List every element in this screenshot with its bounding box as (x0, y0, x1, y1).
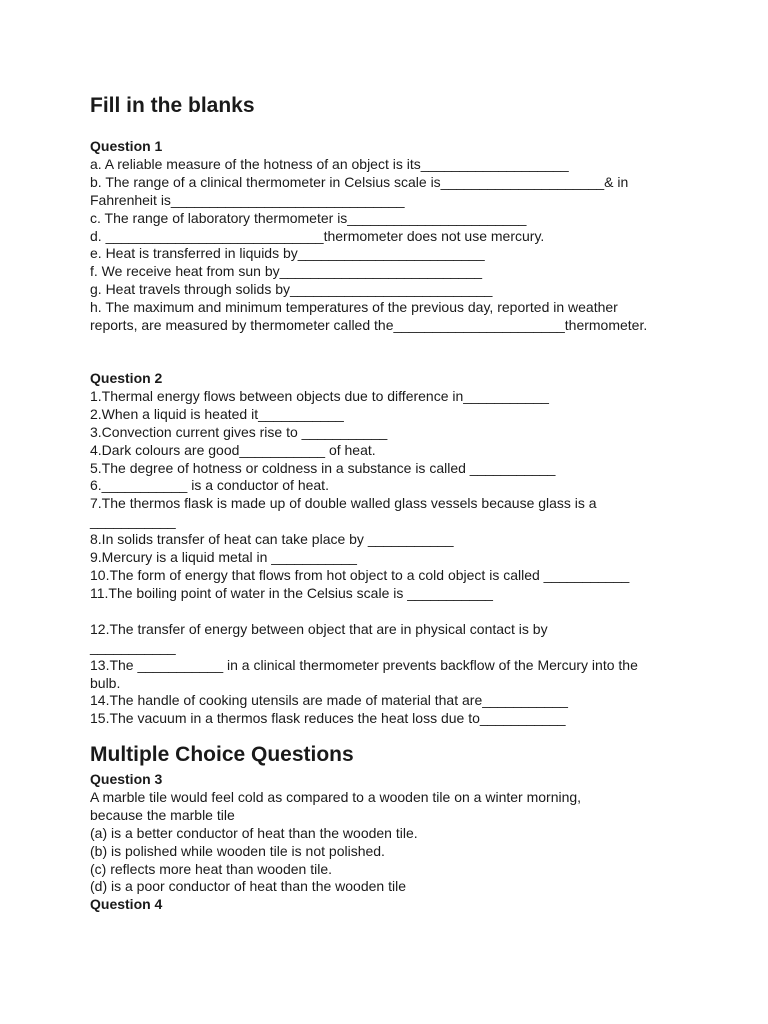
q2-item-2: 2.When a liquid is heated it___________ (90, 405, 344, 422)
q2-item-9: 9.Mercury is a liquid metal in ___________ (90, 549, 357, 566)
q3-option-d: (d) is a poor conductor of heat than the wooden tile (90, 878, 406, 895)
q2-item-1: 1.Thermal energy flows between objects due to difference in___________ (90, 387, 549, 404)
q1-line-h: h. The maximum and minimum temperatures of the previous day, reported in weather reports, are measured by thermometer called the______________________thermometer. (90, 299, 648, 334)
spacer (90, 603, 680, 621)
q2-item-6: 6.___________ is a conductor of heat. (90, 477, 329, 494)
question-1-heading: Question 1 (90, 138, 163, 154)
q2-item-15: 15.The vacuum in a thermos flask reduces the heat loss due to___________ (90, 710, 566, 727)
q2-item-4: 4.Dark colours are good___________ of heat. (90, 441, 376, 458)
q1-line-d: d. ____________________________thermometer does not use mercury. (90, 227, 545, 244)
q2-item-13: 13.The ___________ in a clinical thermometer prevents backflow of the Mercury into the bulb. (90, 656, 638, 691)
question-3-heading: Question 3 (90, 771, 163, 787)
page-title: Fill in the blanks (90, 94, 255, 117)
question-4-heading: Question 4 (90, 896, 163, 913)
q1-line-a: a. A reliable measure of the hotness of an object is its___________________ (90, 155, 569, 172)
q2-item-7: 7.The thermos flask is made up of double walled glass vessels because glass is a ___________ (90, 495, 597, 530)
q3-option-c: (c) reflects more heat than wooden tile. (90, 860, 333, 877)
question-2-section (90, 370, 680, 728)
q1-line-b: b. The range of a clinical thermometer in Celsius scale is_____________________& in Fahrenheit is______________________________ (90, 173, 629, 208)
question-2-heading: Question 2 (90, 370, 163, 386)
q2-item-11: 11.The boiling point of water in the Celsius scale is ___________ (90, 584, 493, 601)
q3-stem: A marble tile would feel cold as compared to a wooden tile on a winter morning, because the marble tile (90, 788, 582, 823)
q3-option-a: (a) is a better conductor of heat than the wooden tile. (90, 824, 418, 841)
q3-option-b: (b) is polished while wooden tile is not polished. (90, 842, 385, 859)
q2-item-8: 8.In solids transfer of heat can take place by ___________ (90, 531, 454, 548)
q2-item-10: 10.The form of energy that flows from hot object to a cold object is called ___________ (90, 566, 630, 583)
q2-item-5: 5.The degree of hotness or coldness in a substance is called ___________ (90, 459, 556, 476)
question-1-section (90, 138, 680, 335)
q1-line-c: c. The range of laboratory thermometer is_______________________ (90, 209, 527, 226)
q1-line-f: f. We receive heat from sun by__________________________ (90, 263, 483, 280)
mcq-title: Multiple Choice Questions (90, 743, 354, 766)
q1-line-e: e. Heat is transferred in liquids by________________________ (90, 245, 485, 262)
question-3-section (90, 771, 680, 914)
q2-item-12: 12.The transfer of energy between object that are in physical contact is by ___________ (90, 620, 548, 655)
q2-item-3: 3.Convection current gives rise to ___________ (90, 423, 388, 440)
q1-line-g: g. Heat travels through solids by__________________________ (90, 281, 493, 298)
q2-item-14: 14.The handle of cooking utensils are made of material that are___________ (90, 692, 568, 709)
